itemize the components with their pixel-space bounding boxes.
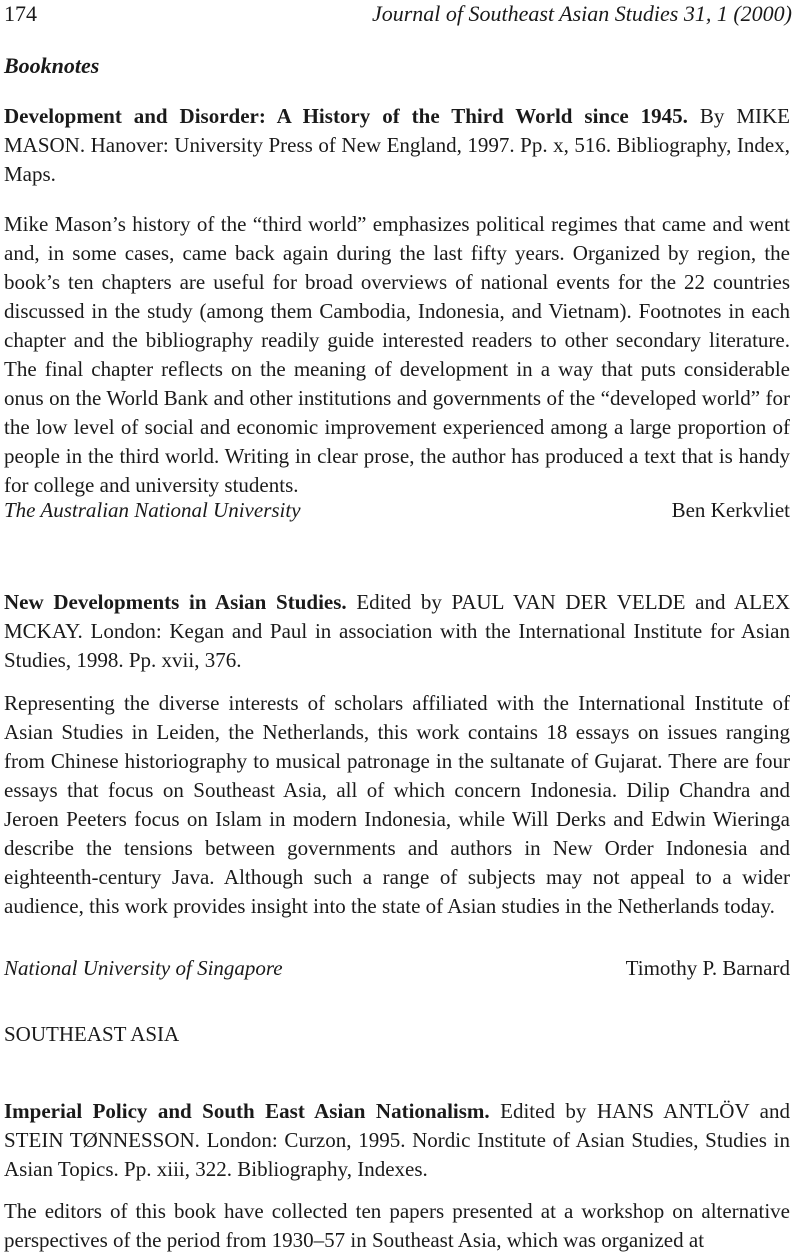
review-body: The editors of this book have collected ten papers presented at a workshop on alternative perspectives of the period from 1930–57 in Southeast Asia, which was organized at — [4, 1199, 790, 1252]
section-title: Booknotes — [4, 53, 100, 78]
review-body: Mike Mason’s history of the “third world” emphasizes political regimes that came and went and, in some cases, came back again during the last fifty years. Organized by region, the book’s ten chapters are useful for broad overviews of national events for the 22 countries discussed in the study (among them Cambodia, Indonesia, and Vietnam). Footnotes in each chapter and the bibliography readily guide interested readers to other secondary literature. The final chapter reflects on the meaning of development in a way that puts considerable onus on the World Bank and other institutions and governments of the “developed world” for the low level of social and economic improvement experienced among a large proportion of people in the third world. Writing in clear prose, the author has produced a text that is handy for college and university students. — [4, 212, 790, 497]
review-signoff — [4, 954, 790, 983]
running-header — [4, 0, 792, 30]
journal-citation: Journal of Southeast Asian Studies 31, 1 (2000) — [371, 1, 792, 26]
review-body: Representing the diverse interests of scholars affiliated with the International Institute of Asian Studies in Leiden, the Netherlands, this work contains 18 essays on issues ranging from Chinese historiography to musical patronage in the sultanate of Gujarat. There are four essays that focus on Southeast Asia, all of which concern Indonesia. Dilip Chandra and Jeroen Peeters focus on Islam in modern Indonesia, while Will Derks and Edwin Wieringa describe the tensions between governments and authors in New Order Indonesia and eighteenth-century Java. Although such a range of subjects may not appeal to a wider audience, this work provides insight into the state of Asian studies in the Netherlands today. — [4, 691, 790, 918]
citation-details: Edited by PAUL VAN DER VELDE and ALEX MCKAY. London: Kegan and Paul in association with the International Institute for Asian Studies, 1998. Pp. xvii, 376. — [4, 590, 791, 672]
book-title: Development and Disorder: A History of the Third World since 1945. — [4, 104, 688, 128]
region-heading: SOUTHEAST ASIA — [4, 1022, 180, 1046]
citation-details: By MIKE MASON. Hanover: University Press of New England, 1997. Pp. x, 516. Bibliography, Index, Maps. — [4, 104, 791, 186]
review-signoff — [4, 496, 790, 525]
book-title: New Developments in Asian Studies. — [4, 590, 347, 614]
reviewer-institution: National University of Singapore — [4, 956, 283, 980]
review-citation — [4, 102, 790, 189]
review-citation — [4, 588, 790, 675]
citation-details: Edited by HANS ANTLÖV and STEIN TØNNESSON. London: Curzon, 1995. Nordic Institute of Asian Studies, Studies in Asian Topics. Pp. xiii, 322. Bibliography, Indexes. — [4, 1099, 791, 1181]
page-number: 174 — [4, 1, 37, 26]
book-title: Imperial Policy and South East Asian Nationalism. — [4, 1099, 490, 1123]
review-citation — [4, 1097, 790, 1184]
reviewer-name: Ben Kerkvliet — [671, 498, 790, 522]
reviewer-institution: The Australian National University — [4, 498, 301, 522]
reviewer-name: Timothy P. Barnard — [625, 956, 790, 980]
